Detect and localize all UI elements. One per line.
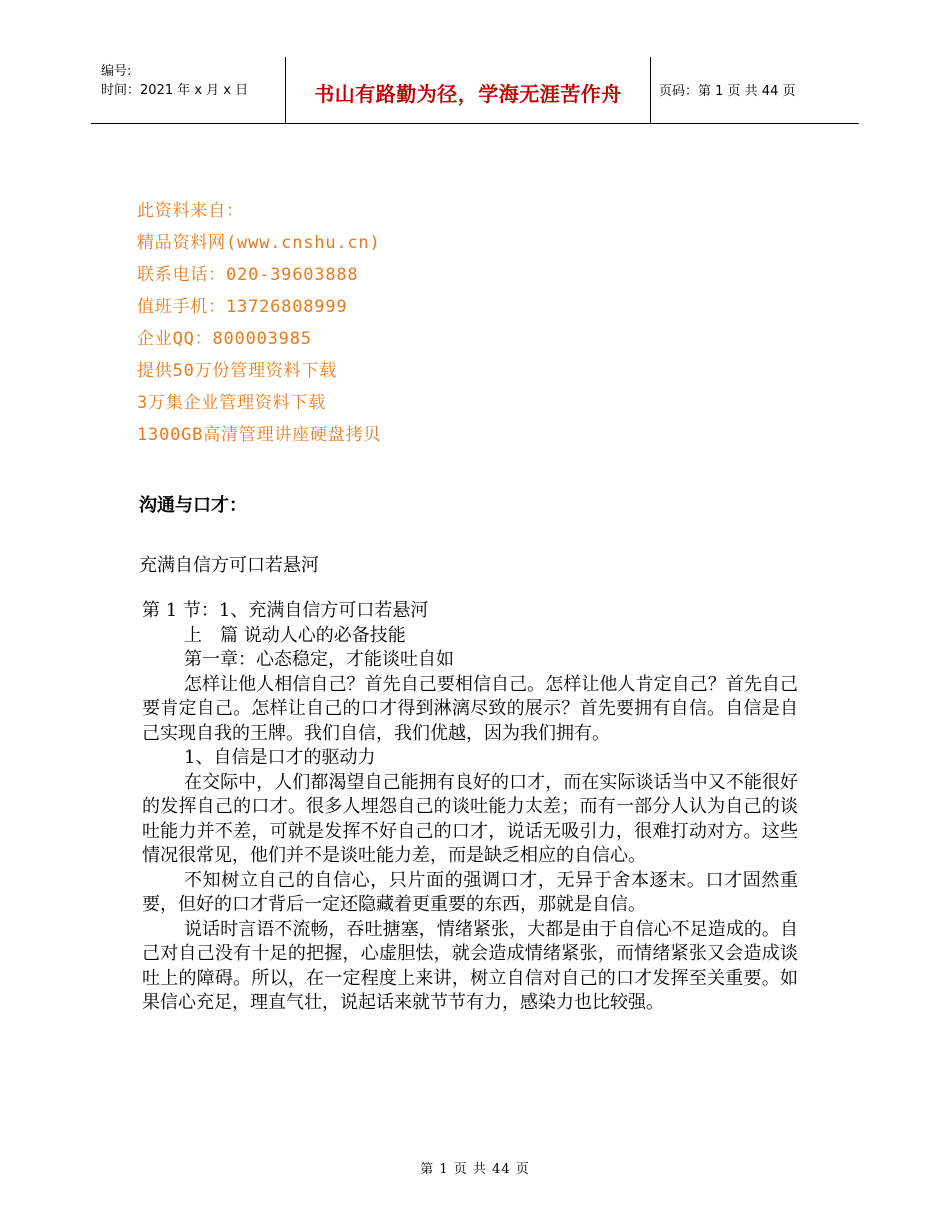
paragraph: 不知树立自己的自信心，只片面的强调口才，无异于舍本逐末。口才固然重要，但好的口才背后一定还隐藏着更重要的东西，那就是自信。 — [142, 869, 798, 915]
document-subtitle: 充满自信方可口若悬河 — [139, 555, 319, 576]
chapter-title: 第一章：心态稳定，才能谈吐自如 — [184, 649, 454, 670]
document-body — [142, 599, 798, 1016]
promo-line: 联系电话：020-39603888 — [137, 265, 359, 285]
time-label: 时间：2021 年 x 月 x 日 — [101, 83, 249, 98]
promo-line: 企业QQ：800003985 — [137, 329, 312, 349]
header-motto: 书山有路勤为径，学海无涯苦作舟 — [314, 82, 622, 106]
page-footer: 第 1 页 共 44 页 — [420, 1162, 530, 1177]
section-title: 第 1 节：1、充满自信方可口若悬河 — [142, 600, 429, 621]
promo-line: 值班手机：13726808999 — [137, 297, 348, 317]
page-header — [91, 57, 859, 124]
paragraph: 在交际中，人们都渴望自己能拥有良好的口才，而在实际谈话当中又不能很好的发挥自己的口才。很多人埋怨自己的谈吐能力太差；而有一部分人认为自己的谈吐能力并不差，可就是发挥不好自己的口才，说话无吸引力，很难打动对方。这些情况很常见，他们并不是谈吐能力差，而是缺乏相应的自信心。 — [142, 771, 798, 866]
paragraph: 说话时言语不流畅，吞吐搪塞，情绪紧张，大都是由于自信心不足造成的。自己对自己没有十足的把握，心虚胆怯，就会造成情绪紧张，而情绪紧张又会造成谈吐上的障碍。所以，在一定程度上来讲，树立自信对自己的口才发挥至关重要。如果信心充足，理直气壮，说起话来就节节有力，感染力也比较强。 — [142, 918, 798, 1013]
promo-block — [137, 195, 381, 451]
part-label: 上 — [184, 624, 202, 646]
paragraph: 怎样让他人相信自己？首先自己要相信自己。怎样让他人肯定自己？首先自己要肯定自己。怎样让自己的口才得到淋漓尽致的展示？首先要拥有自信。自信是自己实现自我的王牌。我们自信，我们优越，因为我们拥有。 — [142, 673, 798, 744]
promo-line: 3万集企业管理资料下载 — [137, 393, 327, 413]
number-label: 编号: — [101, 64, 132, 79]
promo-line: 精品资料网(www.cnshu.cn) — [137, 233, 381, 253]
subsection-title: 1、自信是口才的驱动力 — [184, 747, 376, 768]
promo-line: 此资料来自： — [137, 201, 244, 221]
header-meta — [91, 57, 286, 123]
promo-line: 提供50万份管理资料下载 — [137, 361, 338, 381]
part-title — [142, 624, 798, 649]
part-title-text: 篇 说动人心的必备技能 — [220, 624, 406, 646]
header-motto-cell — [286, 57, 651, 123]
document-heading: 沟通与口才： — [139, 495, 247, 516]
header-page-info: 页码：第 1 页 共 44 页 — [659, 84, 796, 99]
header-page-cell — [651, 57, 859, 123]
promo-line: 1300GB高清管理讲座硬盘拷贝 — [137, 425, 382, 445]
